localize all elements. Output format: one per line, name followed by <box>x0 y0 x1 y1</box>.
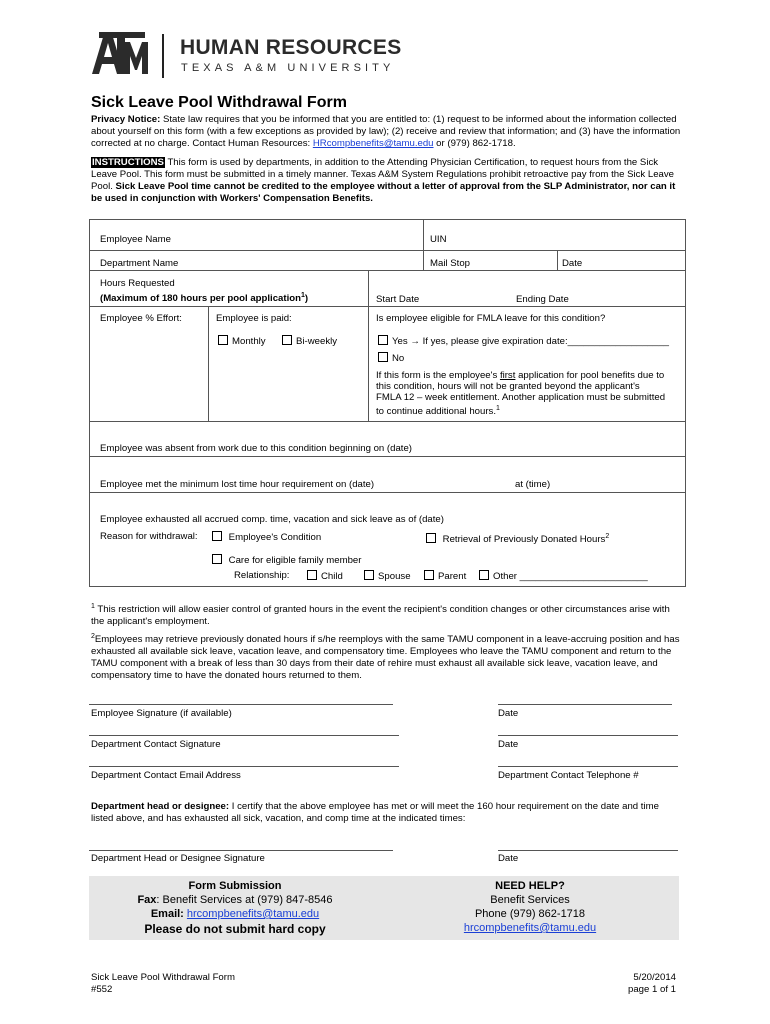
instructions-label: INSTRUCTIONS <box>92 157 164 168</box>
date-label-3: Date <box>498 853 519 864</box>
family-option[interactable]: Care for eligible family member <box>212 554 361 567</box>
org-subtitle: TEXAS A&M UNIVERSITY <box>181 62 395 74</box>
help-email-link[interactable]: hrcompbenefits@tamu.edu <box>463 922 597 934</box>
date-label: Date <box>562 258 583 269</box>
dept-phone-line[interactable] <box>498 766 678 767</box>
fmla-question: Is employee eligible for FMLA leave for this condition? <box>376 313 606 324</box>
instructions-text: This form is used by departments, in addition to the Attending Physician Certification, to request hours from the Sick Leave Pool. This form must be submitted in a timely manner. Texas A&M System Regulations prohibit retroactive pay from the Sick Leave Pool. <box>91 157 675 192</box>
retrieval-checkbox[interactable] <box>426 533 436 543</box>
date-label-1: Date <box>498 708 519 719</box>
submission-title: Form Submission <box>188 880 282 892</box>
hours-max-label: (Maximum of 180 hours per pool application$^1$) <box>100 292 309 305</box>
fmla-no-option[interactable]: No <box>378 352 404 365</box>
parent-option[interactable]: Parent <box>424 570 466 583</box>
footnote-2: $^2$Employees may retrieve previously donated hours if s/he reemploys with the same TAMU component in a leave-accruing position and has exhausted all available sick leave, vacation leave, and compensatory time. Employees who leave the TAMU component and return to the TAMU component with a break of less than 30 days from their date of rehire must exhaust all available sick leave, vacation leave, and compensatory time to have the donated hours returned to them. <box>91 633 680 682</box>
biweekly-option[interactable]: Bi-weekly <box>282 335 337 348</box>
date-line-3[interactable] <box>498 850 678 851</box>
employee-name-label: Employee Name <box>100 234 171 245</box>
first-application-note-3: FMLA 12 – week entitlement. Another application must be submitted <box>376 392 666 403</box>
instructions-bold: Sick Leave Pool time cannot be credited to the employee without a letter of approval from the SLP Administrator, nor can it be used in conjunction with Workers' Compensation Benefits. <box>91 181 676 204</box>
footnote-ref-2: 2 <box>605 533 610 540</box>
monthly-checkbox[interactable] <box>218 335 228 345</box>
employee-signature-label: Employee Signature (if available) <box>91 708 232 719</box>
child-checkbox[interactable] <box>307 570 317 580</box>
instructions <box>91 157 681 205</box>
privacy-text: State law requires that you be informed that you are entitled to: (1) request to be informed about the information collected about yourself on this form (with a few exceptions as provided by law); (2) receive and review that information; and (3) have the information corrected at no charge. Contact Human Resources: <box>91 114 681 149</box>
date-line-1[interactable] <box>498 704 672 705</box>
hours-requested-label: Hours Requested <box>100 278 175 289</box>
org-title: HUMAN RESOURCES <box>180 36 402 59</box>
relationship-label: Relationship: <box>234 570 290 581</box>
child-option[interactable]: Child <box>307 570 343 583</box>
footer-date: 5/20/2014 <box>633 972 676 983</box>
submission-email: Email: hrcompbenefits@tamu.edu <box>150 908 320 920</box>
spouse-checkbox[interactable] <box>364 570 374 580</box>
footer-left <box>91 972 235 996</box>
spouse-option[interactable]: Spouse <box>364 570 411 583</box>
reason-label: Reason for withdrawal: <box>100 531 198 542</box>
form-title: Sick Leave Pool Withdrawal Form <box>91 94 347 111</box>
head-signature-label: Department Head or Designee Signature <box>91 853 265 864</box>
dept-contact-signature-label: Department Contact Signature <box>91 739 221 750</box>
submission-email-link[interactable]: hrcompbenefits@tamu.edu <box>186 908 320 920</box>
dept-contact-signature-line[interactable] <box>89 735 399 736</box>
help-title: NEED HELP? <box>495 880 565 892</box>
family-checkbox[interactable] <box>212 554 222 564</box>
ending-date-label: Ending Date <box>516 294 569 305</box>
help-phone: Phone (979) 862-1718 <box>474 908 586 920</box>
atm-logo <box>90 28 152 78</box>
header-divider <box>162 34 164 78</box>
dept-phone-label: Department Contact Telephone # <box>498 770 639 781</box>
submission-warning: Please do not submit hard copy <box>144 922 326 936</box>
date-label-2: Date <box>498 739 519 750</box>
footer-right <box>628 972 676 996</box>
first-application-note: If this form is the employee's first application for pool benefits due to <box>376 370 665 381</box>
date-line-2[interactable] <box>498 735 678 736</box>
own-condition-checkbox[interactable] <box>212 531 222 541</box>
employee-signature-line[interactable] <box>89 704 393 705</box>
retrieval-option[interactable]: Retrieval of Previously Donated Hours$^2$ <box>426 531 609 546</box>
first-application-note-4: to continue additional hours.$^1$ <box>376 405 500 418</box>
fmla-yes-option[interactable]: Yes → If yes, please give expiration date:___________________ <box>378 335 669 348</box>
dept-email-label: Department Contact Email Address <box>91 770 241 781</box>
other-checkbox[interactable] <box>479 570 489 580</box>
fmla-no-checkbox[interactable] <box>378 352 388 362</box>
footnote-ref-1: 1 <box>300 292 305 299</box>
privacy-phone: or (979) 862-1718. <box>433 138 516 149</box>
own-condition-option[interactable]: Employee's Condition <box>212 531 321 544</box>
submission-fax: Fax: Benefit Services at (979) 847-8546 <box>137 894 333 906</box>
biweekly-checkbox[interactable] <box>282 335 292 345</box>
parent-checkbox[interactable] <box>424 570 434 580</box>
footer-page: page 1 of 1 <box>627 984 676 995</box>
help-block <box>430 879 630 935</box>
footnote-1: $^1$ This restriction will allow easier control of granted hours in the event the recipient's condition changes or other circumstances arise with the applicant's employment. <box>91 603 670 628</box>
exhausted-label: Employee exhausted all accrued comp. time, vacation and sick leave as of (date) <box>100 514 444 525</box>
monthly-option[interactable]: Monthly <box>218 335 266 348</box>
other-option[interactable]: Other ________________________ <box>479 570 648 583</box>
department-head-statement: Department head or designee: I certify that the above employee has met or will meet the 160 hour requirement on the date and time listed above, and has exhausted all sick, vacation, and comp time at the indicated times: <box>91 801 659 824</box>
privacy-label: Privacy Notice: <box>91 114 161 125</box>
at-time-label: at (time) <box>515 479 551 490</box>
form-table <box>89 219 686 587</box>
first-application-note-2: this condition, hours will not be granted beyond the applicant's <box>376 381 640 392</box>
footer-form-number: #552 <box>91 984 113 995</box>
dept-email-line[interactable] <box>89 766 399 767</box>
effort-label: Employee % Effort: <box>100 313 182 324</box>
help-office: Benefit Services <box>490 894 570 906</box>
paid-label: Employee is paid: <box>216 313 292 324</box>
lost-time-label: Employee met the minimum lost time hour requirement on (date) <box>100 479 375 490</box>
department-name-label: Department Name <box>100 258 179 269</box>
form-submission-block <box>120 879 350 936</box>
start-date-label: Start Date <box>376 294 420 305</box>
privacy-email-link[interactable]: HRcompbenefits@tamu.edu <box>312 138 434 149</box>
uin-label: UIN <box>430 234 447 245</box>
arrow-right-icon: → <box>410 336 420 347</box>
footer-form-name: Sick Leave Pool Withdrawal Form <box>91 972 235 983</box>
privacy-notice <box>91 114 681 150</box>
fmla-yes-checkbox[interactable] <box>378 335 388 345</box>
head-signature-line[interactable] <box>89 850 393 851</box>
mail-stop-label: Mail Stop <box>430 258 470 269</box>
absent-label: Employee was absent from work due to this condition beginning on (date) <box>100 443 412 454</box>
